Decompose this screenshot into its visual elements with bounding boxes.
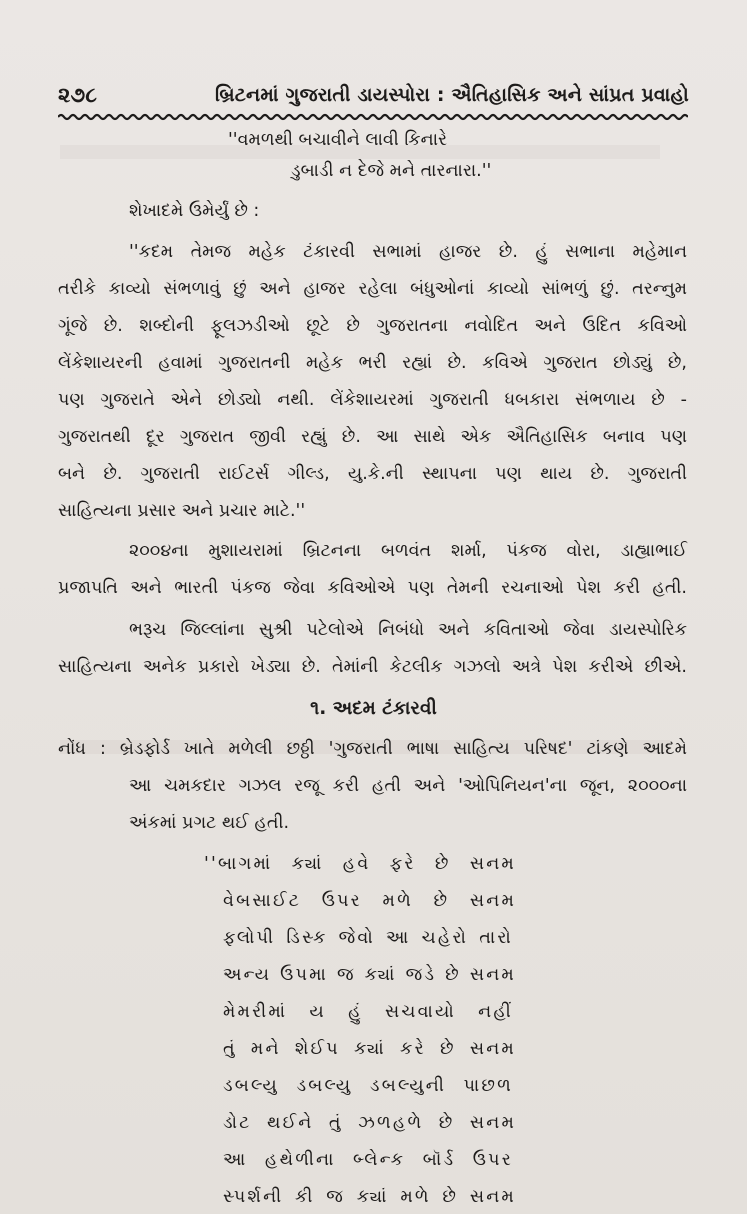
page-header <box>58 78 689 112</box>
section-heading: ૧. અદમ ટંકારવી <box>310 698 437 719</box>
quote-line: ''વમળથી બચાવીને લાવી કિનારે <box>228 130 448 150</box>
note-line: નોંધ : બ્રેડફોર્ડ ખાતે મળેલી છઠ્ઠી 'ગુજરાતી ભાષા સાહિત્ય પરિષદ' ટાંકણે આદમે <box>58 739 687 759</box>
paragraph-line: ૨૦૦૪ના મુશાયરામાં બ્રિટનના બળવંત શર્મા, પંકજ વોરા, ડાહ્યાભાઈ <box>129 541 687 561</box>
paragraph-line: ગુજરાતથી દૂર ગુજરાત જીવી રહ્યું છે. આ સાથે એક ઐતિહાસિક બનાવ પણ <box>58 427 687 447</box>
page-number: ૨૭૮ <box>58 82 98 107</box>
note-line: આ ચમકદાર ગઝલ રજૂ કરી હતી અને 'ઓપિનિયન'ના જૂન, ૨૦૦૦ના <box>129 776 687 796</box>
ghazal-line: તું મને શેઈપ ક્યાં કરે છે સનમ <box>223 1039 516 1059</box>
paragraph-line: લેંકેશાયરની હવામાં ગુજરાતની મહેક ભરી રહ્યાં છે. કવિએ ગુજરાત છોડ્યું છે, <box>58 353 687 373</box>
paragraph-line: તરીકે કાવ્યો સંભળાવું છું અને હાજર રહેલા બંધુઓનાં કાવ્યો સાંભળું છું. તરન્નુમ <box>58 279 687 299</box>
ghazal-line: ''બાગમાં ક્યાં હવે ફરે છે સનમ <box>204 854 516 874</box>
paragraph-line: સાહિત્યના અનેક પ્રકારો ખેડ્યા છે. તેમાંની કેટલીક ગઝલો અત્રે પેશ કરીએ છીએ. <box>58 657 687 677</box>
ghazal-line: ડબલ્યુ ડબલ્યુ ડબલ્યુની પાછળ <box>223 1076 513 1096</box>
paragraph-line: ભરૂચ જિલ્લાંના સુશ્રી પટેલોએ નિબંધો અને કવિતાઓ જેવા ડાયસ્પોરિક <box>129 620 687 640</box>
ghazal-line: અન્ય ઉપમા જ ક્યાં જડે છે સનમ <box>223 965 516 985</box>
paragraph-line: પ્રજાપતિ અને ભારતી પંકજ જેવા કવિઓએ પણ તેમની રચનાઓ પેશ કરી હતી. <box>58 578 687 598</box>
ghazal-line: મેમરીમાં ય હું સચવાયો નહીં <box>223 1002 513 1022</box>
ghazal-line: ડોટ થઈને તું ઝળહળે છે સનમ <box>223 1113 516 1133</box>
header-wavy-rule <box>58 112 688 122</box>
running-title: બ્રિટનમાં ગુજરાતી ડાયસ્પોરા : ઐતિહાસિક અને સાંપ્રત પ્રવાહો <box>215 84 689 106</box>
ghazal-line: વેબસાઈટ ઉપર મળે છે સનમ <box>223 891 516 911</box>
note-line: અંકમાં પ્રગટ થઈ હતી. <box>129 813 290 833</box>
paragraph-line: પણ ગુજરાતે એને છોડ્યો નથી. લેંકેશાયરમાં ગુજરાતી ધબકારા સંભળાય છે - <box>58 390 687 410</box>
paragraph-line: સાહિત્યના પ્રસાર અને પ્રચાર માટે.'' <box>58 501 306 521</box>
paragraph-line: ગૂંજે છે. શબ્દોની ફૂલઝડીઓ છૂટે છે ગુજરાતના નવોદિત અને ઉદિત કવિઓ <box>58 316 687 336</box>
ghazal-line: ફ્લોપી ડિસ્ક જેવો આ ચહેરો તારો <box>223 928 513 948</box>
paragraph-line: ''કદમ તેમજ મહેક ટંકારવી સભામાં હાજર છે. હું સભાના મહેમાન <box>129 242 687 262</box>
ghazal-line: સ્પર્શની કી જ ક્યાં મળે છે સનમ <box>223 1187 516 1207</box>
paragraph-line: બને છે. ગુજરાતી રાઈટર્સ ગીલ્ડ, યુ.કે.ની સ્થાપના પણ થાય છે. ગુજરાતી <box>58 464 687 484</box>
ghazal-line: આ હથેળીના બ્લેન્ક બૉર્ડ ઉપર <box>223 1150 513 1170</box>
quote-line: ડુબાડી ન દેજે મને તારનારા.'' <box>291 161 492 181</box>
intro-line: શેખાદમે ઉમેર્યું છે : <box>129 201 260 221</box>
